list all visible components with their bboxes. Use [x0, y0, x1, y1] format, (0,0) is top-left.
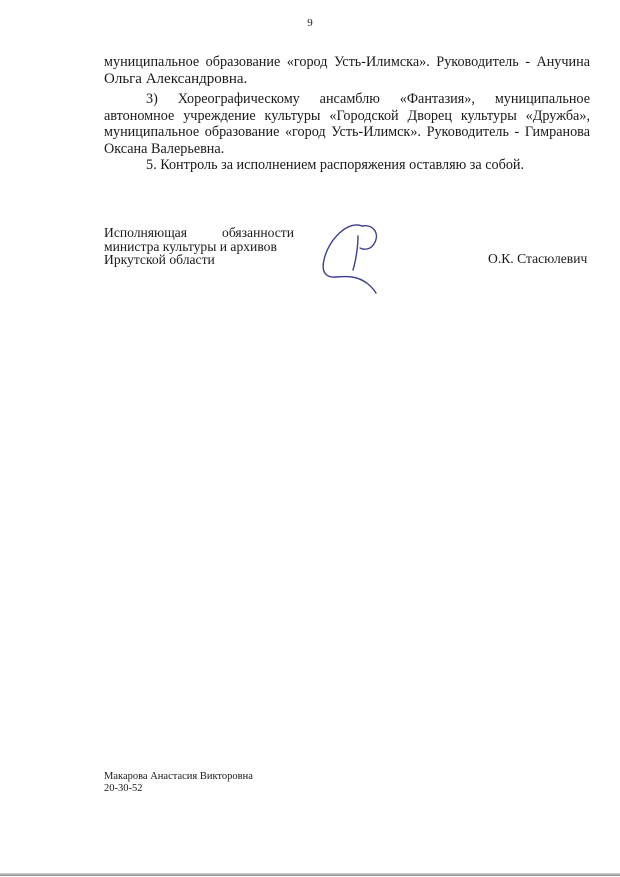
signatory-position: [104, 226, 294, 267]
handwritten-signature-icon: [318, 220, 388, 294]
paragraph-continuation-line2: Ольга Александровна.: [104, 70, 248, 87]
contact-phone: 20-30-52: [104, 783, 143, 794]
paragraph-item-3: 3) Хореографическому ансамблю «Фантазия», муниципальное автономное учреждение культуры «Городской Дворец культуры «Дружба», муниципальное образование «город Усть-Илимск». Руководитель - Гимранова Оксана Валерьевна.: [104, 91, 590, 157]
contact-info: [104, 771, 253, 795]
paragraph-continuation-line1: муниципальное образование «город Усть-Илимска». Руководитель - Анучина: [104, 54, 590, 70]
document-body: [104, 54, 590, 174]
page-number: 9: [307, 17, 313, 29]
position-line-2: министра культуры и архивов: [104, 238, 277, 254]
page-bottom-edge: [0, 873, 620, 876]
signer-name: О.К. Стасюлевич: [488, 251, 588, 266]
contact-name: Макарова Анастасия Викторовна: [104, 771, 253, 782]
position-line-1: Исполняющая обязанности: [104, 225, 294, 240]
position-line-3: Иркутской области: [104, 252, 215, 267]
paragraph-item-5: 5. Контроль за исполнением распоряжения оставляю за собой.: [146, 157, 525, 173]
